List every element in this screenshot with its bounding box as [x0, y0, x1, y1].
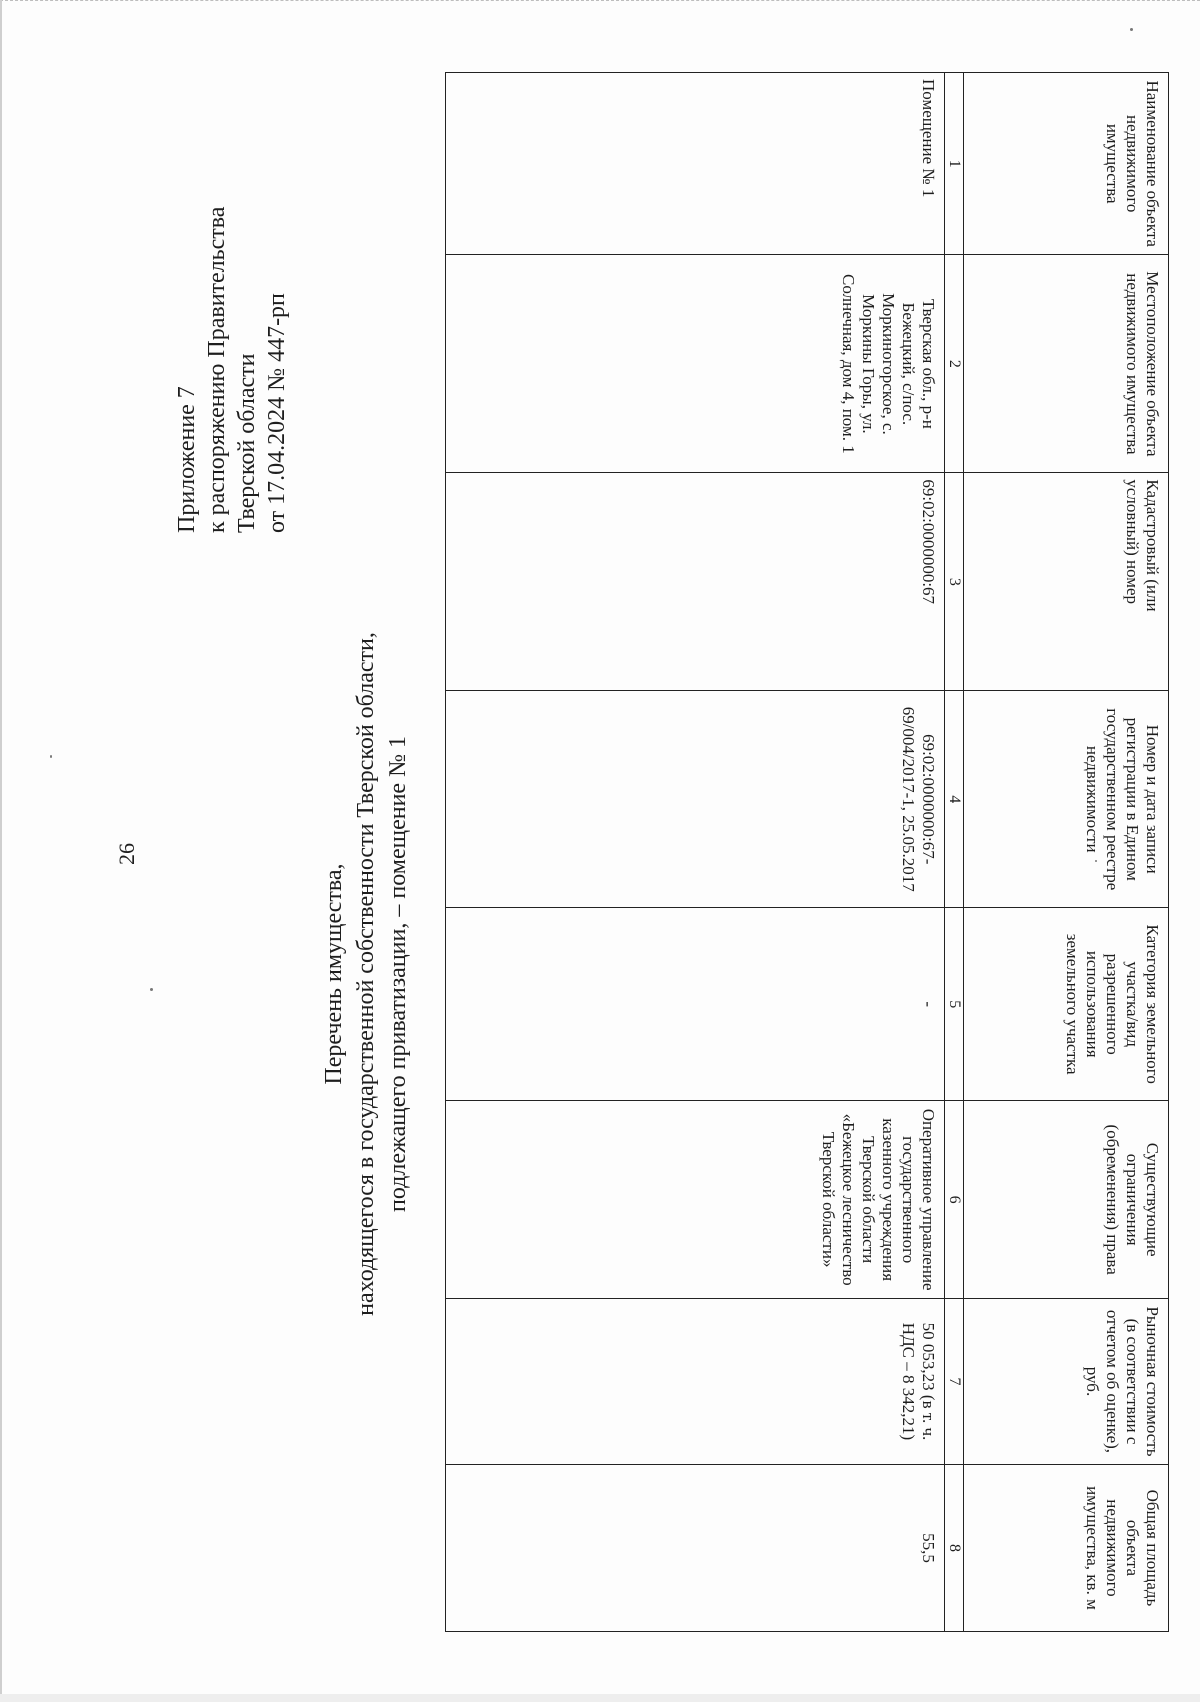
scan-edge-top — [0, 0, 1200, 8]
title-line3: подлежащего приватизации, – помещение № 1 — [385, 736, 411, 1212]
cell-cadastral-number: 69:02:0000000:67 — [446, 473, 945, 691]
title-line1: Перечень имущества, — [321, 863, 347, 1085]
column-number: 4 — [944, 691, 963, 908]
appendix-line4: от 17.04.2024 № 447-рп — [264, 293, 290, 533]
header-cell: Наименование объекта недвижимого имущества — [963, 73, 1168, 255]
cell-location: Тверская обл., р-н Бежецкий, с/пос. Моркиногорское, с. Моркины Горы, ул. Солнечная, дом 4, пом. 1 — [446, 255, 945, 473]
column-number-row — [944, 73, 963, 1632]
title-line2: находящегося в государственной собственности Тверской области, — [353, 632, 379, 1316]
header-cell: Местоположение объекта недвижимого имущества — [963, 255, 1168, 473]
column-number: 1 — [944, 73, 963, 255]
column-number: 2 — [944, 255, 963, 473]
appendix-line1: Приложение 7 — [174, 386, 200, 533]
table-header-row — [963, 73, 1168, 1632]
page-number: 26 — [114, 843, 139, 865]
column-number: 3 — [944, 473, 963, 691]
header-cell: Рыночная стоимость (в соответствии с отчетом об оценке), руб. — [963, 1299, 1168, 1465]
column-number: 5 — [944, 908, 963, 1101]
document-title — [318, 524, 414, 1424]
header-cell: Общая площадь объекта недвижимого имущества, кв. м — [963, 1464, 1168, 1631]
appendix-line3: Тверской области — [234, 353, 260, 533]
scan-speck — [150, 988, 153, 991]
column-number: 8 — [944, 1464, 963, 1631]
cell-market-value: 50 053,23 (в т. ч. НДС – 8 342,21) — [446, 1299, 945, 1465]
header-cell: Номер и дата записи регистрации в Едином государственном реестре недвижимости — [963, 691, 1168, 908]
scan-edge-bottom — [0, 1694, 1200, 1702]
cell-encumbrance: Оперативное управление государственного казенного учреждения Тверской области «Бежецкое лесничество Тверской области» — [446, 1101, 945, 1299]
cell-land-category: - — [446, 908, 945, 1101]
header-cell: Категория земельного участка/вид разрешенного использования земельного участка — [963, 908, 1168, 1101]
header-cell: Существующие ограничения (обременения) права — [963, 1101, 1168, 1299]
scan-speck — [1130, 28, 1133, 31]
scan-speck — [50, 755, 52, 758]
property-table — [445, 72, 1169, 1632]
appendix-line2: к распоряжению Правительства — [204, 206, 230, 533]
header-cell: Кадастровый (или условный) номер — [963, 473, 1168, 691]
cell-area: 55,5 — [446, 1464, 945, 1631]
appendix-block — [172, 207, 292, 533]
cell-object-name: Помещение № 1 — [446, 73, 945, 255]
column-number: 7 — [944, 1299, 963, 1465]
cell-registration-record: 69:02:0000000:67-69/004/2017-1, 25.05.2017 — [446, 691, 945, 908]
table-row — [446, 73, 945, 1632]
scan-edge-left — [0, 0, 2, 1702]
column-number: 6 — [944, 1101, 963, 1299]
